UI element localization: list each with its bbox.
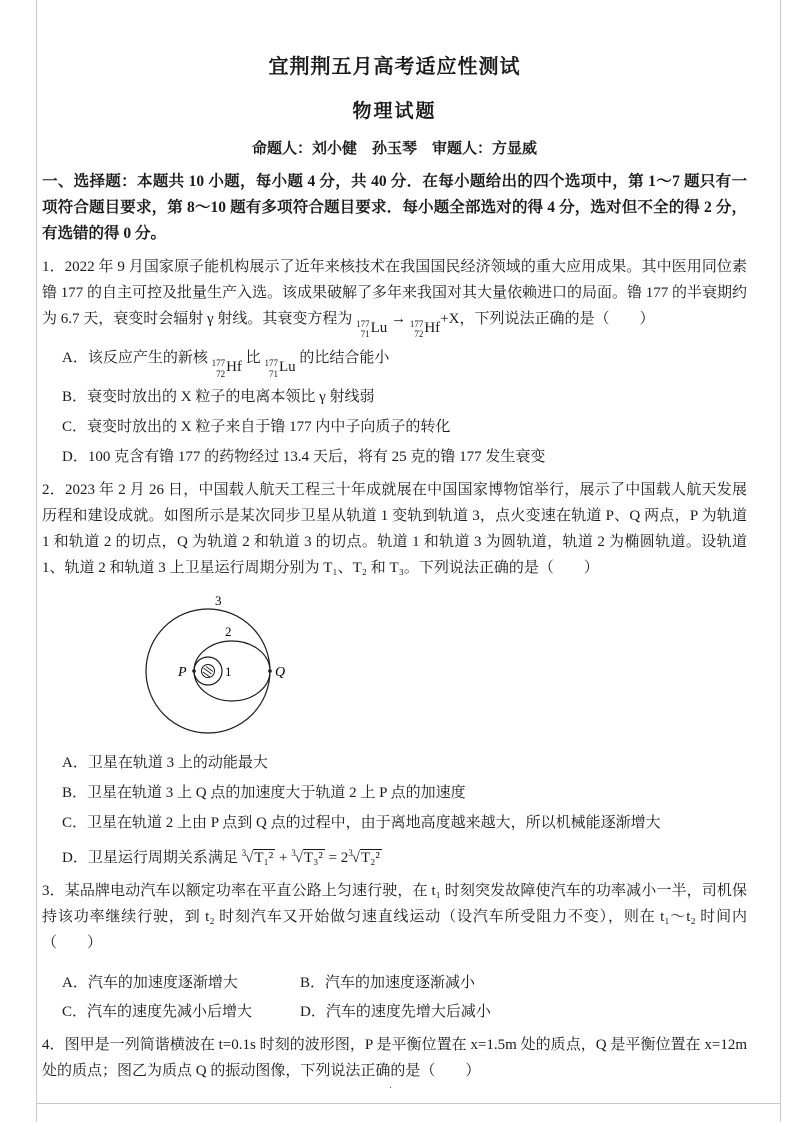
q3-option-d: D．汽车的速度先增大后减小 xyxy=(300,1004,491,1021)
mass-number: 177 xyxy=(356,319,370,329)
plus-x-term: +X xyxy=(440,311,460,327)
question-3-body: 3．某品牌电动汽车以额定功率在平直公路上匀速行驶，在 t₁ 时刻突发故障使汽车的功率减小一半，司机保持该功率继续行驶，到 t₂ 时刻汽车又开始做匀速直线运动（设汽车所受阻力不变），则在 t₁～t₂ 时间内（ ） xyxy=(42,883,747,952)
q1-option-d: D．100 克含有镥 177 的药物经过 13.4 天后，将有 25 克的镥 177 发生衰变 xyxy=(62,449,546,466)
earth-hatching xyxy=(203,667,213,678)
q2-option-a: A．卫星在轨道 3 上的动能最大 xyxy=(62,755,268,772)
question-4-body: 4．图甲是一列简谐横波在 t=0.1s 时刻的波形图，P 是平衡位置在 x=1.5m 处的质点，Q 是平衡位置在 x=12m 处的质点；图乙为质点 Q 的振动图像，下列说法正确的是（ ） xyxy=(42,1037,747,1080)
sqrt-sign: √ xyxy=(245,850,254,867)
nuclide-prescripts xyxy=(264,358,278,379)
atomic-number: 71 xyxy=(268,368,278,379)
orbit-3-label: 3 xyxy=(215,593,222,609)
element-symbol: Lu xyxy=(370,320,388,337)
plus-sign: + xyxy=(278,850,288,867)
point-p-dot xyxy=(192,669,196,673)
orbit-diagram xyxy=(88,589,323,741)
q1-option-b: B．衰变时放出的 X 粒子的电离本领比 γ 射线弱 xyxy=(62,389,375,406)
page-border-left xyxy=(36,0,37,1122)
question-1-body xyxy=(42,254,747,341)
atomic-number: 72 xyxy=(216,368,226,379)
footer-mark: · xyxy=(388,1082,393,1094)
orbit-2-ellipse xyxy=(194,641,270,701)
mass-number: 177 xyxy=(211,358,226,369)
nuclide-lu-177 xyxy=(356,315,387,341)
sqrt-sign: √ xyxy=(351,850,361,867)
q1-option-a xyxy=(42,346,747,380)
q3-option-a: A．汽车的加速度逐渐增大 xyxy=(62,975,238,992)
atomic-number: 71 xyxy=(360,329,370,340)
q2-option-b: B．卫星在轨道 3 上 Q 点的加速度大于轨道 2 上 P 点的加速度 xyxy=(62,785,466,802)
atomic-number: 72 xyxy=(414,329,424,340)
equals-sign: = 2 xyxy=(328,850,349,867)
nuclide-prescripts xyxy=(356,319,370,340)
point-p-label: P xyxy=(178,665,187,681)
q3-option-b: B．汽车的加速度逐渐减小 xyxy=(300,975,476,992)
section-1-intro: 一、选择题：本题共 10 小题，每小题 4 分，共 40 分．在每小题给出的四个选项中，第 1～7 题只有一项符合题目要求，第 8～10 题有多项符合题目要求．每小题全部选对的得 4 分，选对但不全的得 2 分，有选错的得 0 分。 xyxy=(42,173,747,242)
cube-root-t3 xyxy=(291,850,325,866)
mass-number: 177 xyxy=(264,358,278,369)
point-q-label: Q xyxy=(275,665,286,681)
page-footer-line xyxy=(36,1103,780,1104)
cube-root-t2 xyxy=(348,850,382,866)
q2-option-d-prefix: D．卫星运行周期关系满足 xyxy=(62,850,238,867)
nuclide-hf-177 xyxy=(212,355,242,380)
page-subtitle: 物理试题 xyxy=(352,101,437,122)
nuclide-prescripts xyxy=(410,319,424,340)
page-border-right xyxy=(780,0,781,1122)
point-q-dot xyxy=(268,669,272,673)
page-content xyxy=(42,50,747,1084)
cube-root-t1 xyxy=(242,850,276,866)
element-symbol: Lu xyxy=(278,359,296,376)
root-index: 3 xyxy=(241,848,247,859)
question-2-body: 2．2023 年 2 月 26 日，中国载人航天工程三十年成就展在中国国家博物馆举行，展示了中国载人航天发展历程和建设成就。如图所示是某次同步卫星从轨道 1 变轨到轨道 3，点火变速在轨道 P、Q 两点，P 为轨道 1 和轨道 2 的切点，Q 为轨道 2 和轨道 3 的切点。轨道 1 和轨道 3 为圆轨道，轨道 2 为椭圆轨道。设轨道 1、轨道 2 和轨道 3 上卫星运行周期分别为 T₁、T₂ 和 T₃。下列说法正确的是（ ） xyxy=(42,482,747,577)
element-symbol: Hf xyxy=(424,320,441,337)
nuclide-hf-177 xyxy=(410,315,440,341)
decay-arrow: → xyxy=(391,311,407,327)
element-symbol: Hf xyxy=(226,359,242,376)
orbit-1-label: 1 xyxy=(225,664,232,680)
q2-orbit-figure xyxy=(88,589,747,746)
q2-option-d xyxy=(42,841,747,871)
radicand-t2: T₂² xyxy=(361,850,380,867)
q1-option-a-before: A．该反应产生的新核 xyxy=(62,350,208,367)
root-index: 3 xyxy=(291,848,296,859)
radicand-t1: T₁² xyxy=(254,850,274,867)
sqrt-sign: √ xyxy=(294,850,303,867)
q3-option-c: C．汽车的速度先减小后增大 xyxy=(62,1004,253,1021)
q1-option-a-after: 的比结合能小 xyxy=(299,350,390,367)
q2-option-c: C．卫星在轨道 2 上由 P 点到 Q 点的过程中，由于离地高度越来越大，所以机械能逐渐增大 xyxy=(62,815,661,832)
nuclide-lu-177 xyxy=(264,355,295,380)
page-title: 宜荆荆五月高考适应性测试 xyxy=(268,56,521,78)
orbit-2-label: 2 xyxy=(225,624,232,640)
authors-line: 命题人：刘小健 孙玉琴 审题人：方显威 xyxy=(251,141,537,157)
mass-number: 177 xyxy=(409,319,424,329)
nuclide-prescripts xyxy=(212,358,226,379)
q3-options xyxy=(62,971,747,1025)
q1-option-c: C．衰变时放出的 X 粒子来自于镥 177 内中子向质子的转化 xyxy=(62,419,451,436)
q1-text-after: ，下列说法正确的是（ ） xyxy=(459,311,655,327)
q1-option-a-mid: 比 xyxy=(245,350,261,367)
q1-text-before: 1．2022 年 9 月国家原子能机构展示了近年来核技术在我国国民经济领域的重大应用成果。其中医用同位素镥 177 的自主可控及批量生产入选。该成果破解了多年来我国对其大量依赖进口的局面。镥 177 的半衰期约为 6.7 天，衰变时会辐射 γ 射线。其衰变方程为 xyxy=(42,259,748,327)
radicand-t3: T₃² xyxy=(303,850,323,867)
root-index: 3 xyxy=(348,848,353,859)
